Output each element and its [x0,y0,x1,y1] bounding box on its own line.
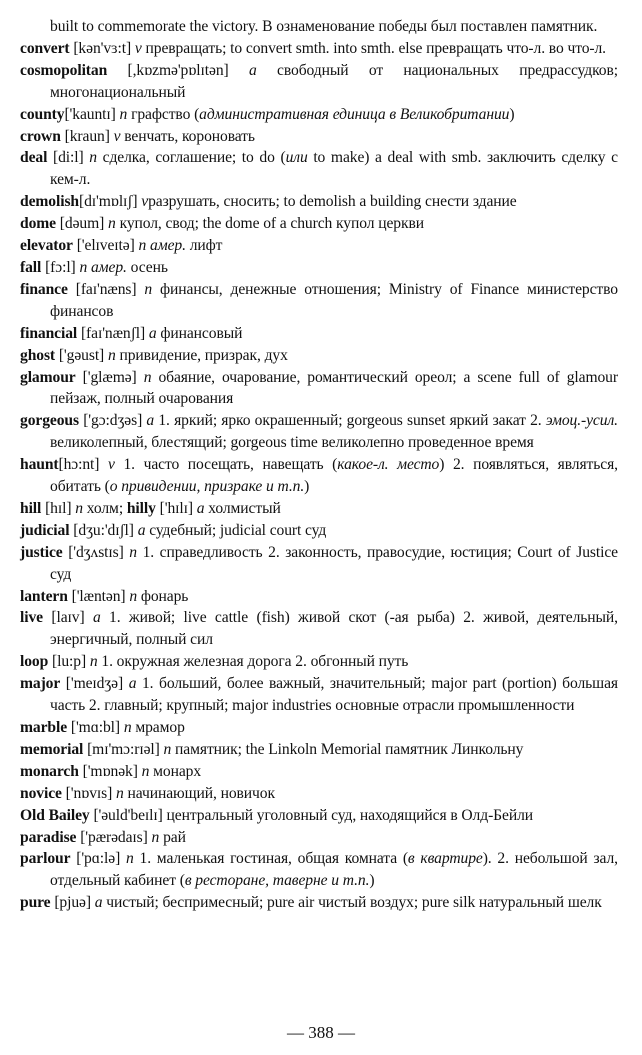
part-of-speech: n [144,280,153,298]
definition-tail: ) [509,105,515,123]
transcription: [hɔ:nt] [58,456,100,474]
headword: hill [20,499,42,517]
definition-tail: ). 2. небольшой зал, отдельный кабинет ( [50,850,618,890]
headword: parlour [20,850,71,868]
headword: paradise [20,828,77,846]
continuation-text [20,16,618,38]
headword: crown [20,127,61,145]
definition: обаяние, очарование, романтический ореол; a scene full of glamour пейзаж, полный очарования [50,368,618,408]
definition: финансовый [160,324,243,342]
transcription: ['pærədaɪs] [80,828,148,846]
transcription: ['glæmə] [82,368,137,386]
usage-label: амер. [150,237,186,255]
entry-demolish [20,191,618,213]
part-of-speech: n [129,543,137,561]
transcription: [faɪ'nænʃl] [80,324,146,342]
headword: pure [20,894,51,912]
transcription: [pjuə] [54,894,91,912]
transcription: ['elɪveɪtə] [76,237,135,255]
definition-note: в квартире [407,850,483,868]
part-of-speech: n [129,587,138,605]
definition: 1. маленькая гостиная, общая комната ( [139,850,408,868]
headword: justice [20,543,63,561]
definition: 1. окружная железная дорога 2. обгонный путь [101,653,409,671]
part-of-speech: n [163,740,172,758]
headword: finance [20,280,68,298]
transcription: ['læntən] [71,587,126,605]
headword: major [20,675,61,693]
headword: financial [20,324,78,342]
headword: marble [20,719,68,736]
definition: превращать; to convert smth. into smth. else превращать что-л. во что-л. [145,39,606,57]
entry-glamour [20,367,618,411]
part-of-speech: a [94,894,103,912]
definition: рай [163,828,186,846]
definition: судебный; judicial court суд [149,521,327,539]
definition: фонарь [140,587,189,605]
headword: ghost [20,346,56,364]
transcription: [fɔ:l] [45,258,76,276]
entry-dome [20,213,618,235]
definition-note: или [285,149,308,167]
part-of-speech: n [79,258,88,276]
transcription: ['gəust] [58,346,105,364]
entry-finance [20,279,618,323]
definition-2: холмистый [208,499,281,517]
part-of-speech-2: a [196,499,205,517]
definition: чистый; беспримесный; pure air чистый воздух; pure silk натуральный шелк [106,894,602,912]
usage-label: амер. [90,258,127,276]
page-number: — 388 — [287,1023,355,1042]
definition: осень [126,258,168,276]
headword: judicial [20,521,70,539]
entry-lantern [20,586,618,608]
definition: мрамор [135,719,185,736]
transcription: [dɪ'mɒlɪʃ] [79,193,138,211]
part-of-speech: v [108,456,115,474]
continuation-definition: built to commemorate the victory. В ознаменование победы был поставлен памятник. [50,18,598,35]
transcription: [dʒu:'dɪʃl] [73,521,134,539]
definition: 1. живой; live cattle (fish) живой скот (-ая рыба) 2. живой, деятельный, энергичный, полный сил [50,609,618,649]
transcription: [hɪl] [45,499,72,517]
headword: monarch [20,762,79,780]
definition: свободный от национальных предрассудков; многонациональный [50,61,618,101]
part-of-speech: a [92,609,101,627]
part-of-speech: n [138,237,147,255]
definition: лифт [185,237,223,255]
entry-financial [20,323,618,345]
transcription: [di:l] [53,149,84,167]
transcription: ['pɑ:lə] [76,850,121,868]
headword: gorgeous [20,412,79,430]
definition-tail: ) 2. появляться, являться, обитать ( [50,456,618,496]
part-of-speech: n [75,499,83,517]
entry-monarch [20,761,618,783]
definition: графство ( [131,105,200,123]
entry-elevator [20,235,618,257]
part-of-speech: n [143,368,152,386]
headword: county [20,105,65,123]
headword: fall [20,258,42,276]
definition: купол, свод; the dome of a church купол церкви [119,215,424,233]
transcription: [mɪ'mɔ:rɪəl] [87,740,160,758]
definition-end: ) [369,872,375,890]
headword: elevator [20,237,73,255]
transcription: [kraun] [64,127,110,145]
headword: lantern [20,587,68,605]
definition: центральный уголовный суд, находящийся в Олд-Бейли [166,806,534,824]
entry-deal [20,147,618,191]
transcription: ['meɪdʒə] [65,675,124,693]
transcription: ['gɔ:dʒəs] [83,412,143,430]
entry-convert [20,38,618,60]
transcription: [faɪ'næns] [75,280,137,298]
headword: convert [20,39,70,57]
part-of-speech: a [128,675,137,693]
entry-cosmopolitan [20,60,618,104]
definition: 1. яркий; ярко окрашенный; gorgeous sunset яркий закат 2. [158,412,546,430]
entry-old-bailey [20,805,618,827]
definition: начинающий, новичок [127,784,275,802]
definition: разрушать, сносить; to demolish a building снести здание [148,193,517,211]
transcription: [laɪv] [51,609,85,627]
definition-note-2: в ресторане, таверне и т.п. [184,872,370,890]
headword: glamour [20,368,76,386]
transcription: ['nɒvɪs] [65,784,113,802]
part-of-speech: n [123,719,132,736]
part-of-speech: v [134,39,142,57]
headword: live [20,609,43,627]
part-of-speech: n [108,215,116,233]
transcription: ['mɑ:bl] [70,719,121,736]
entry-marble [20,717,618,739]
transcription: ['mɒnək] [82,762,138,780]
part-of-speech: n [107,346,116,364]
part-of-speech: v [141,193,149,211]
transcription: [,kɒzmə'pɒlɪtən] [127,61,229,79]
entry-ghost [20,345,618,367]
definition-tail: to make) a deal with smb. заключить сделку с кем-л. [50,149,618,189]
part-of-speech: n [151,828,160,846]
transcription: [dəum] [59,215,105,233]
transcription: ['dʒʌstɪs] [68,543,124,561]
definition-tail: великолепный, блестящий; gorgeous time великолепно проведенное время [50,434,534,452]
entry-gorgeous [20,410,618,454]
part-of-speech: n [141,762,150,780]
entry-parlour [20,848,618,892]
transcription: ['əuld'beɪlɪ] [93,806,163,824]
definition: памятник; the Linkoln Memorial памятник Линкольну [175,740,524,758]
transcription: [lu:p] [52,653,87,671]
entry-novice [20,783,618,805]
headword: dome [20,215,56,233]
definition: венчать, короновать [124,127,255,145]
entry-judicial [20,520,618,542]
entry-pure [20,892,618,914]
definition-note: административная единица в Великобритании [199,105,510,123]
definition-note-2: о привидении, призраке и т.п. [109,478,305,496]
headword: Old Bailey [20,806,90,824]
definition: финансы, денежные отношения; Ministry of Finance министерство финансов [50,280,618,320]
definition-note: какое-л. место [337,456,440,474]
part-of-speech: a [248,61,257,79]
entry-crown [20,126,618,148]
headword: memorial [20,740,84,758]
usage-label: эмоц.-усил. [545,412,618,430]
part-of-speech: a [146,412,155,430]
entry-memorial [20,739,618,761]
definition: 1. больший, более важный, значительный; major part (portion) большая часть 2. главный; крупный; major industries основные отрасли промышленности [50,675,618,715]
headword-2: hilly [126,499,156,517]
headword: loop [20,653,49,671]
transcription: [kən'vɜ:t] [73,39,132,57]
entry-loop [20,651,618,673]
part-of-speech: a [137,521,146,539]
part-of-speech: a [148,324,157,342]
entry-major [20,673,618,717]
definition: монарх [153,762,202,780]
definition: 1. справедливость 2. законность, правосудие, юстиция; Court of Justice суд [50,543,618,583]
entry-live [20,607,618,651]
headword: haunt [20,456,59,474]
part-of-speech: v [113,127,121,145]
part-of-speech: n [119,105,128,123]
entry-county [20,104,618,126]
definition: холм; [86,499,127,517]
part-of-speech: n [89,149,97,167]
part-of-speech: n [89,653,98,671]
entry-justice [20,542,618,586]
headword: novice [20,784,62,802]
entry-hill [20,498,618,520]
definition: сделка, соглашение; to do ( [102,149,286,167]
dictionary-page [20,16,618,914]
entry-haunt [20,454,618,498]
transcription-2: ['hɪlɪ] [159,499,193,517]
headword: demolish [20,193,79,211]
headword: deal [20,149,48,167]
headword: cosmopolitan [20,61,108,79]
entry-paradise [20,827,618,849]
definition: привидение, призрак, дух [119,346,288,364]
entry-fall [20,257,618,279]
definition-end: ) [304,478,310,496]
definition: 1. часто посещать, навещать ( [123,456,338,474]
part-of-speech: n [116,784,124,802]
part-of-speech: n [125,850,134,868]
transcription: ['kauntɪ] [64,105,116,123]
